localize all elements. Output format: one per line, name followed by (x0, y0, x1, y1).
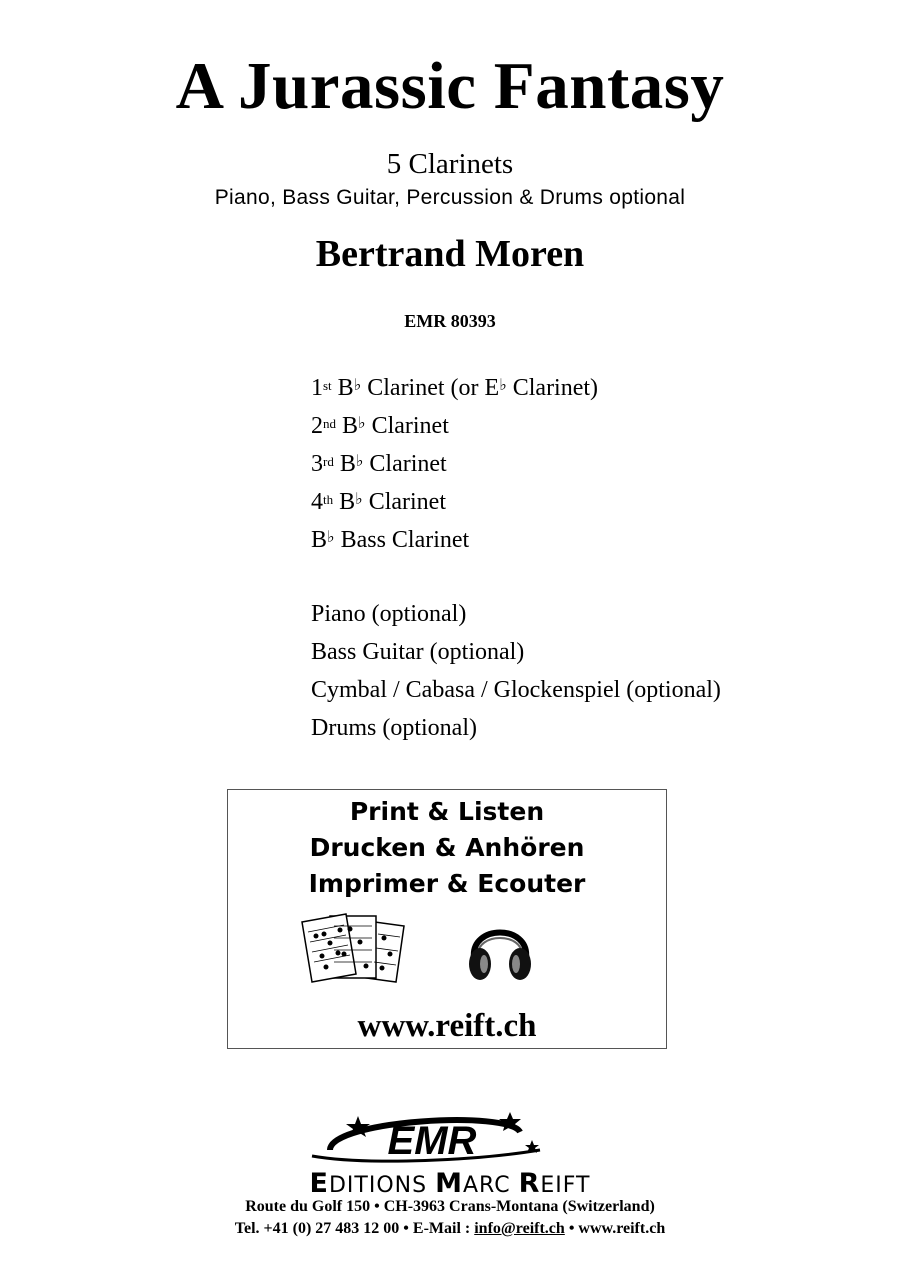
website-link[interactable]: www.reift.ch (357, 1008, 537, 1044)
part-item: 3rd B♭ Clarinet (311, 451, 447, 477)
part-item: Drums (optional) (311, 715, 477, 741)
composer: Bertrand Moren (315, 233, 585, 275)
promo-line-fr: Imprimer & Ecouter (308, 869, 586, 898)
headphones-icon (466, 914, 534, 984)
publisher-name: EDITIONS MARC REIFT (309, 1168, 591, 1199)
emr-logo (310, 1110, 550, 1166)
page-title: A Jurassic Fantasy (175, 49, 725, 123)
svg-text:EMR: EMR (387, 1119, 477, 1163)
promo-line-en: Print & Listen (349, 797, 545, 826)
part-item: B♭ Bass Clarinet (311, 527, 470, 553)
promo-line-de: Drucken & Anhören (309, 833, 585, 862)
optional-parts-list (311, 595, 721, 747)
part-item: 1st B♭ Clarinet (or E♭ Clarinet) (311, 375, 599, 401)
email-link[interactable]: info@reift.ch (474, 1220, 565, 1237)
instrumentation: 5 Clarinets (386, 148, 514, 180)
print-listen-box (227, 789, 667, 1049)
instrumentation-detail: Piano, Bass Guitar, Percussion & Drums optional (214, 186, 686, 209)
part-item: Cymbal / Cabasa / Glockenspiel (optional) (311, 677, 721, 703)
catalog-number: EMR 80393 (404, 311, 496, 331)
part-item: Bass Guitar (optional) (311, 639, 525, 665)
publisher-contact: Tel. +41 (0) 27 483 12 00 • E-Mail : info@reift.ch • www.reift.ch (234, 1220, 666, 1237)
part-item: 4th B♭ Clarinet (311, 489, 446, 515)
part-item: 2nd B♭ Clarinet (311, 413, 449, 439)
sheet-music-icon (300, 912, 410, 984)
part-item: Piano (optional) (311, 601, 467, 627)
clarinet-parts-list (311, 369, 598, 559)
publisher-address: Route du Golf 150 • CH-3963 Crans-Montana (Switzerland) (245, 1198, 655, 1215)
